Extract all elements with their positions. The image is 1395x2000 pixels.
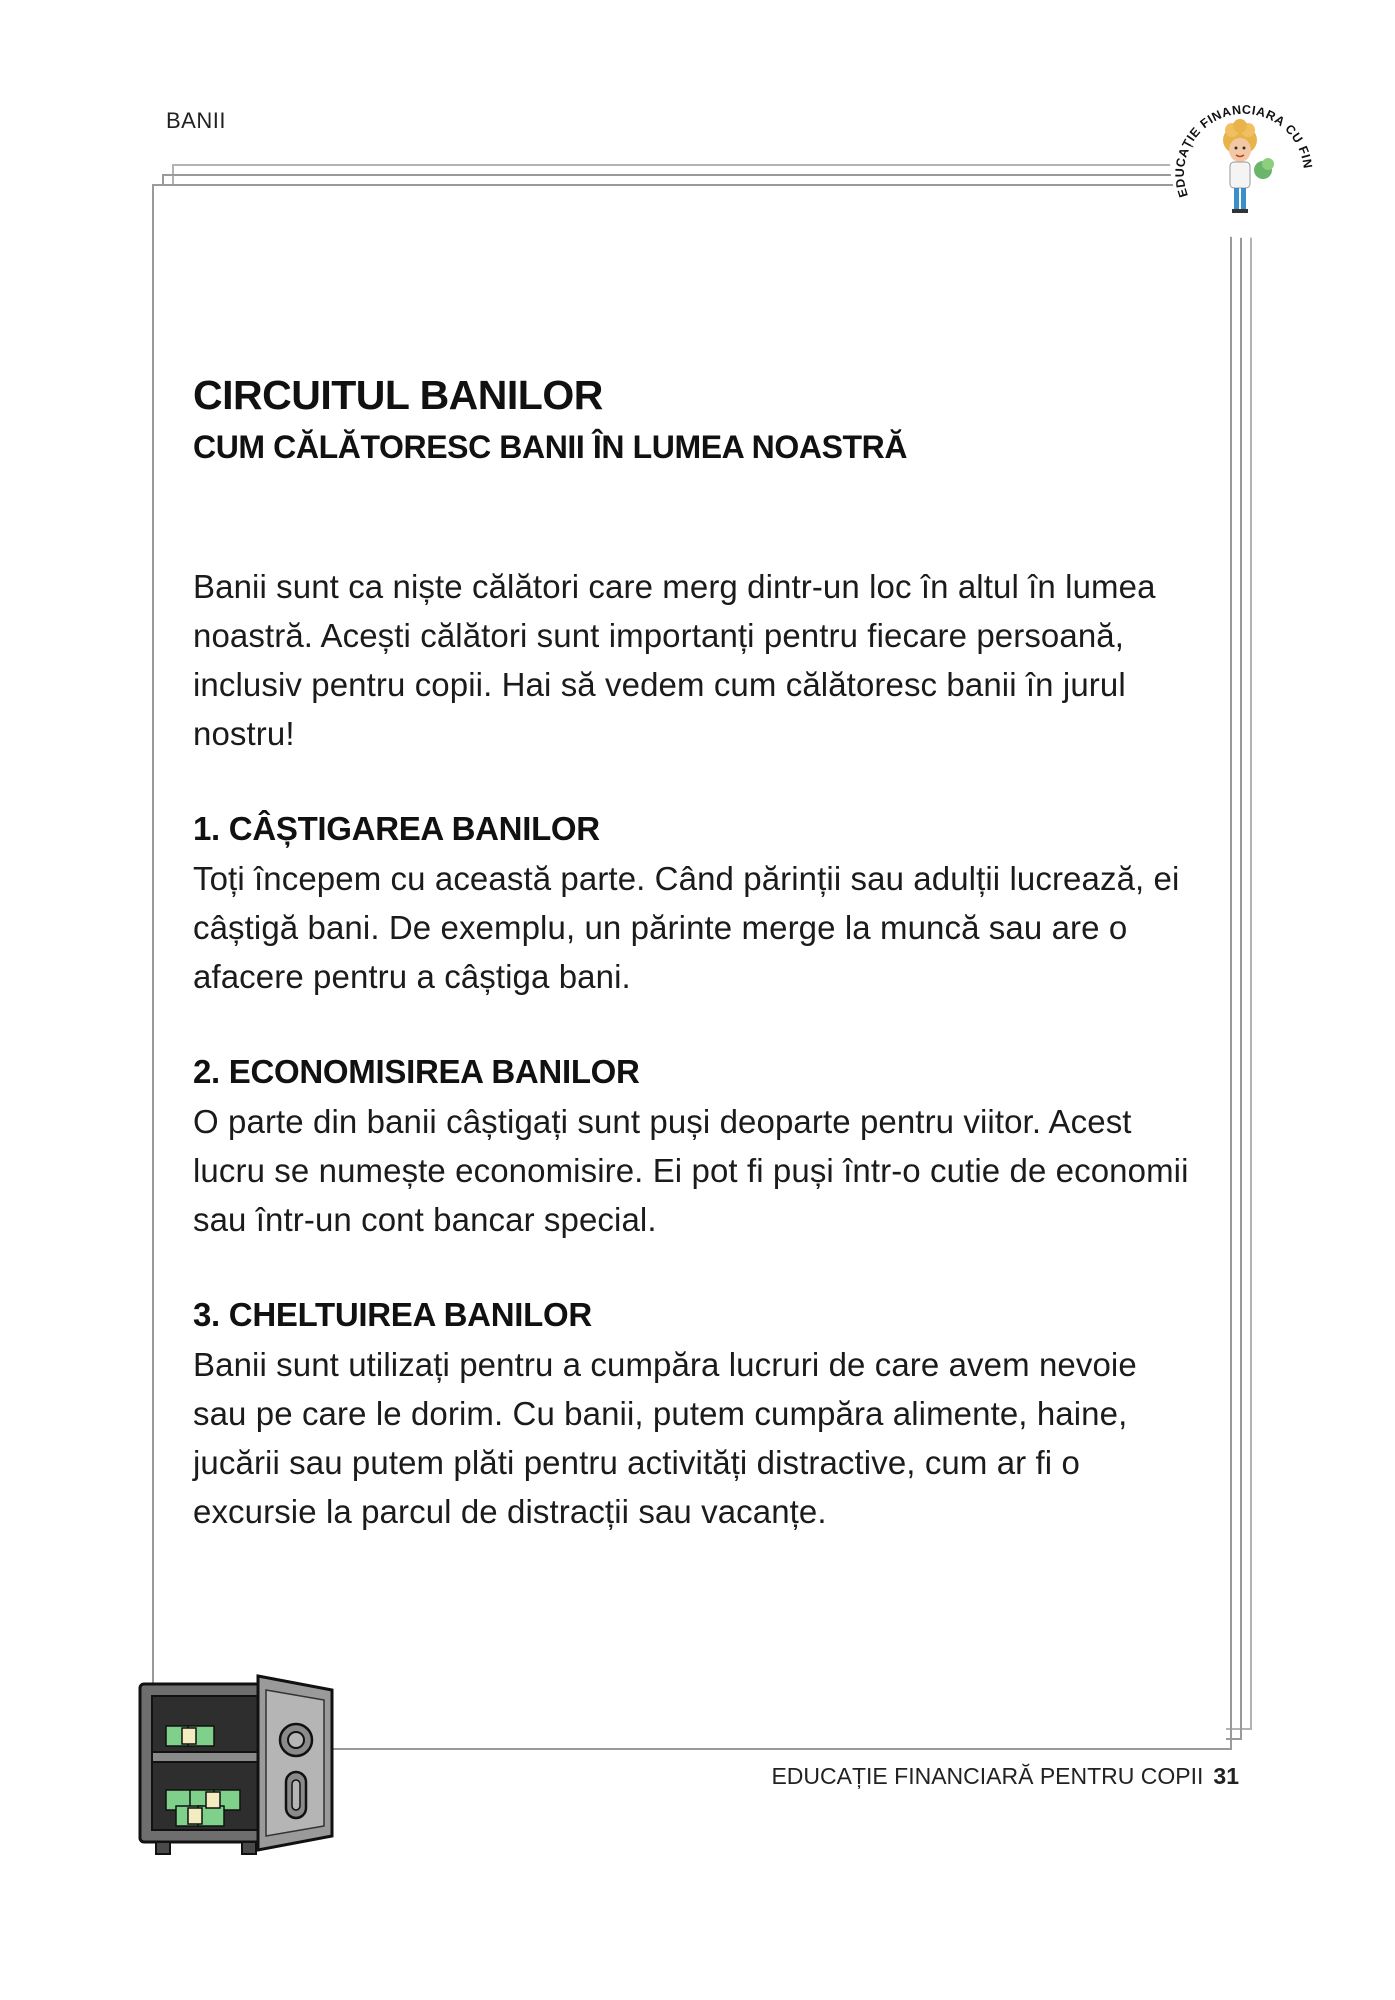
page-subtitle: CUM CĂLĂTORESC BANII ÎN LUMEA NOASTRĂ bbox=[193, 429, 908, 465]
section-heading: 3. CHELTUIREA BANILOR bbox=[193, 1296, 592, 1333]
section-earning bbox=[193, 806, 1193, 1001]
intro-paragraph: Banii sunt ca niște călători care merg dintr-un loc în altul în lumea noastră. Acești călători sunt importanți pentru fiecare persoană, inclusiv pentru copii. Hai să vedem cum călătoresc banii în jurul nostru! bbox=[193, 568, 1156, 752]
article-content bbox=[193, 372, 1193, 1536]
section-paragraph: Toți începem cu această parte. Când părinții sau adulții lucrează, ei câștigă bani. De exemplu, un părinte merge la muncă sau are o afacere pentru a câștiga bani. bbox=[193, 860, 1180, 995]
page-footer bbox=[771, 1763, 1239, 1790]
page-number: 31 bbox=[1213, 1763, 1239, 1789]
section-paragraph: Banii sunt utilizați pentru a cumpăra lucruri de care avem nevoie sau pe care le dorim. Cu banii, putem cumpăra alimente, haine, jucării sau putem plăti pentru activități distractive, cum ar fi o excursie la parcul de distracții sau vacanțe. bbox=[193, 1346, 1137, 1530]
section-paragraph: O parte din banii câștigați sunt puși deoparte pentru viitor. Acest lucru se numește economisire. Ei pot fi puși într-o cutie de economii sau într-un cont bancar special. bbox=[193, 1103, 1189, 1238]
book-title: EDUCAȚIE FINANCIARĂ PENTRU COPII bbox=[771, 1763, 1204, 1789]
page-title: CIRCUITUL BANILOR bbox=[193, 372, 603, 418]
section-heading: 2. ECONOMISIREA BANILOR bbox=[193, 1053, 640, 1090]
financial-education-badge-logo bbox=[1168, 88, 1320, 240]
safe-with-money-icon bbox=[136, 1660, 336, 1860]
section-heading: 1. CÂȘTIGAREA BANILOR bbox=[193, 810, 600, 847]
section-label: BANII bbox=[166, 108, 226, 133]
section-spending bbox=[193, 1292, 1193, 1536]
badge-text: EDUCAȚIE FINANCIARA CU FIN bbox=[1172, 102, 1315, 199]
intro-block bbox=[193, 562, 1193, 758]
section-saving bbox=[193, 1049, 1193, 1244]
